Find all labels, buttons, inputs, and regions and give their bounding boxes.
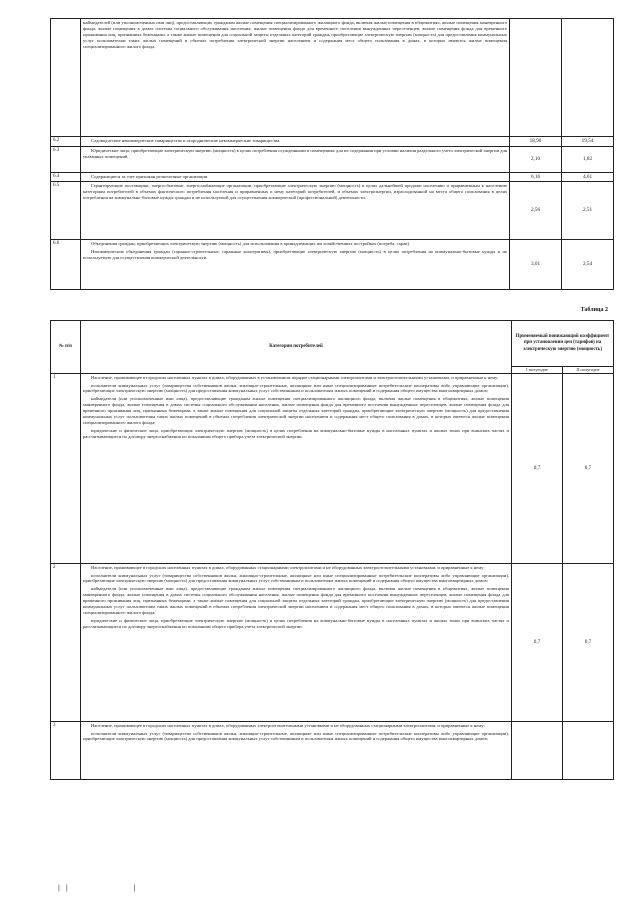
- header-coefficient: Применяемый понижающий коэффициент при установлении цен (тарифов) на электрическую энергию (мощность): [512, 321, 614, 367]
- tariff-table-continued: [50, 18, 614, 290]
- first-half-value: 0,7: [512, 563, 563, 721]
- second-half-value: 0,7: [563, 563, 614, 721]
- second-half-value: 1,82: [562, 146, 614, 172]
- second-half-value: 2,54: [562, 240, 614, 290]
- first-half-value: 2,10: [510, 146, 562, 172]
- row-text: исполнители коммунальных услуг (товарищества собственников жилья, жилищно-строительные, жилищные или иные специализированные потребительские кооперативы либо управляющие организации), приобретающие электрическую энергию (мощность) для предоставления коммунальных услуг собственникам и пользователям жилых помещений и содержания общего имущества многоквартирных домов;: [83, 572, 509, 584]
- table-row: [51, 240, 614, 290]
- row-number-cell: 6.3: [51, 146, 81, 172]
- row-text-cell: [81, 563, 512, 721]
- row-text: наймодатели (или уполномоченные ими лица), предоставляющие гражданам жилые помещения специализированного жилищного фонда, включая жилые помещения в общежитиях, жилые помещения маневренного фонда, жилые помещения в домах системы социального обслуживания населения, жилые помещения фонда для временного поселения вынужденных переселенцев, жилые помещения фонда для временного проживания лиц, признанных беженцами, а также жилые помещения для социальной защиты отдельных категорий граждан, приобретающие электрическую энергию (мощность) для предоставления коммунальных услуг пользователям таких жилых помещений в объемах потребления электрической энергии населением и содержания мест общего пользования в домах, в которых имеются жилые помещения специализированного жилого фонда;: [83, 586, 509, 615]
- row-text-cell: [81, 146, 510, 172]
- header-first-half: I полугодие: [512, 367, 563, 374]
- row-number-cell: 6.6: [51, 240, 81, 290]
- first-half-value: [512, 721, 563, 779]
- row-text: Садоводческие некоммерческие товарищества и огороднические некоммерческие товарищества.: [91, 138, 281, 143]
- row-text: юридические и физические лица, приобретающие электрическую энергию (мощность) в целях потребления на коммунально-бытовые нужды в населенных пунктах и жилых зонах при воинских частях и рассчитывающиеся по договору энергоснабжения по показаниям общего прибора учета электрической энергии.: [83, 617, 509, 629]
- first-half-value: 18,90: [510, 137, 562, 147]
- row-number-cell: [51, 19, 81, 137]
- row-text-cell: [81, 721, 512, 779]
- value-cell: [562, 19, 614, 137]
- row-text: юридические и физические лица, приобретающие электрическую энергию (мощность) в целях потребления на коммунально-бытовые нужды в населенных пунктах и жилых зонах при воинских частях и рассчитывающиеся по договору энергоснабжения по показаниям общего прибора учета электрической энергии.: [83, 427, 509, 439]
- row-text-cell: [81, 137, 510, 147]
- second-half-value: 19,54: [562, 137, 614, 147]
- first-half-value: 6,16: [510, 172, 562, 182]
- table2-body: [51, 373, 614, 779]
- row-text: Содержащиеся за счет прихожан религиозные организации.: [91, 173, 209, 179]
- row-number-cell: 6.5: [51, 182, 81, 240]
- row-text-cell: [81, 240, 510, 290]
- row-number-cell: 3: [51, 721, 81, 779]
- first-half-value: 2,56: [510, 182, 562, 240]
- scan-mark: |: [65, 885, 74, 892]
- row-text: исполнители коммунальных услуг (товарищества собственников жилья, жилищно-строительные, жилищные или иные специализированные потребительские кооперативы либо управляющие организации), приобретающие электрическую энергию (мощность) для предоставления коммунальных услуг собственникам и пользователям жилых помещений и содержания общего имущества многоквартирных домов;: [83, 382, 509, 394]
- row-text: наймодатели (или уполномоченные ими лица), предоставляющие гражданам жилые помещения специализированного жилищного фонда, включая жилые помещения в общежитиях, жилые помещения маневренного фонда, жилые помещения в домах системы социального обслуживания населения, жилые помещения фонда для временного поселения вынужденных переселенцев, жилые помещения фонда для временного проживания лиц, признанных беженцами, а также жилые помещения для социальной защиты отдельных категорий граждан, приобретающие электрическую энергию (мощность) для предоставления коммунальных услуг пользователям таких жилых помещений в объемах потребления электрической энергии населением и содержания мест общего пользования в домах, в которых имеются жилые помещения специализированного жилого фонда;: [83, 396, 509, 425]
- coefficient-table: [50, 320, 614, 780]
- table-row: [51, 19, 614, 137]
- table-header-row: [51, 321, 614, 367]
- row-text: Население, проживающее в городских населенных пунктах в домах, оборудованных стационарными электроплитами и не оборудованных электроотопительными установками, и приравненные к нему:: [91, 564, 485, 570]
- row-text: Гарантирующие поставщики, энергосбытовые, энергоснабжающие организации, приобретающие электрическую энергию (мощность) в целях дальнейшей продажи населению и приравненным к населению категориям потребителей в объемах фактического потребления населения и приравненных к нему категорий потребителей, и объемах электроэнергии, израсходованной на места общего пользования в целях потребления на коммунально-бытовые нужды граждан и не используемой для осуществления коммерческой (профессиональной) деятельности.: [83, 183, 507, 201]
- table-row: [51, 172, 614, 182]
- scan-mark: |: [133, 885, 142, 892]
- scan-mark: |: [58, 885, 66, 892]
- value-cell: [510, 19, 562, 137]
- header-number: № п/п: [51, 321, 81, 374]
- table-row: [51, 721, 614, 779]
- row-text: Объединения граждан, приобретающих электрическую энергию (мощность) для использования в принадлежащих им хозяйственных постройках (погреба, сараи).: [91, 241, 411, 247]
- row-number-cell: 1: [51, 373, 81, 563]
- row-number-cell: 2: [51, 563, 81, 721]
- row-text: Юридические лица, приобретающие электрическую энергию (мощность) в целях потребления осужденными в помещениях для их содержания при условии наличия раздельного учета электрической энергии для указанных помещений.: [83, 147, 507, 159]
- table-row: [51, 563, 614, 721]
- second-half-value: 0,7: [563, 373, 614, 563]
- table-row: [51, 146, 614, 172]
- row-text-cell: [81, 182, 510, 240]
- scan-marks: [58, 885, 141, 892]
- row-text: исполнители коммунальных услуг (товарищества собственников жилья, жилищно-строительные, жилищные или иные специализированные потребительские кооперативы либо управляющие организации), приобретающие электрическую энергию (мощность) для предоставления коммунальных услуг собственникам и пользователям жилых помещений и содержания общего имущества многоквартирных домов;: [83, 730, 509, 742]
- header-category: Категории потребителей: [81, 321, 512, 374]
- row-text: Некоммерческие объединения граждан (гаражно-строительные, гаражные кооперативы), приобретающие электрическую энергию (мощность) в целях потребления на коммунально-бытовые нужды и не используемую для осуществления коммерческой деятельности.: [83, 249, 507, 261]
- row-number-cell: 6.4: [51, 172, 81, 182]
- table-row: [51, 137, 614, 147]
- second-half-value: 2,51: [562, 182, 614, 240]
- table-row: [51, 182, 614, 240]
- header-second-half: II полугодие: [563, 367, 614, 374]
- second-half-value: 4,61: [562, 172, 614, 182]
- first-half-value: 3,01: [510, 240, 562, 290]
- row-text-cell: [81, 172, 510, 182]
- table1-body: [51, 137, 614, 290]
- row-text: Население, проживающее в городских населенных пунктах в домах, оборудованных в установленном порядке стационарными электроплитами и электроотопительными установками, и приравненные к нему:: [91, 374, 499, 380]
- row-text-cell: [81, 373, 512, 563]
- table-caption: Таблица 2: [580, 307, 608, 313]
- row-text-cell: [81, 19, 510, 137]
- row-text: Население, проживающее в городских населенных пунктах в домах, оборудованных электроотопительными установками и не оборудованных стационарными электроплитами, и приравненные к нему:: [91, 722, 485, 728]
- row-number-cell: 6.2: [51, 137, 81, 147]
- table-row: [51, 373, 614, 563]
- row-text: наймодателей (или уполномоченных ими лиц), предоставляющих гражданам жилые помещения специализированного жилищного фонда, включая жилые помещения в общежитиях, жилые помещения маневренного фонда, жилые помещения в домах системы социального обслуживания населения, жилые помещения фонда для временного поселения вынужденных переселенцев, жилые помещения фонда для временного проживания лиц, признанных беженцами, а также жилые помещения для социальной защиты отдельных категорий граждан, приобретающие электрическую энергию (мощность) для предоставления коммунальных услуг пользователям таких жилых помещений в объемах потребления электрической энергии населением и содержания мест общего пользования в домах, в которых имеются жилые помещения специализированного жилого фонда.: [83, 20, 507, 49]
- first-half-value: 0,7: [512, 373, 563, 563]
- second-half-value: [563, 721, 614, 779]
